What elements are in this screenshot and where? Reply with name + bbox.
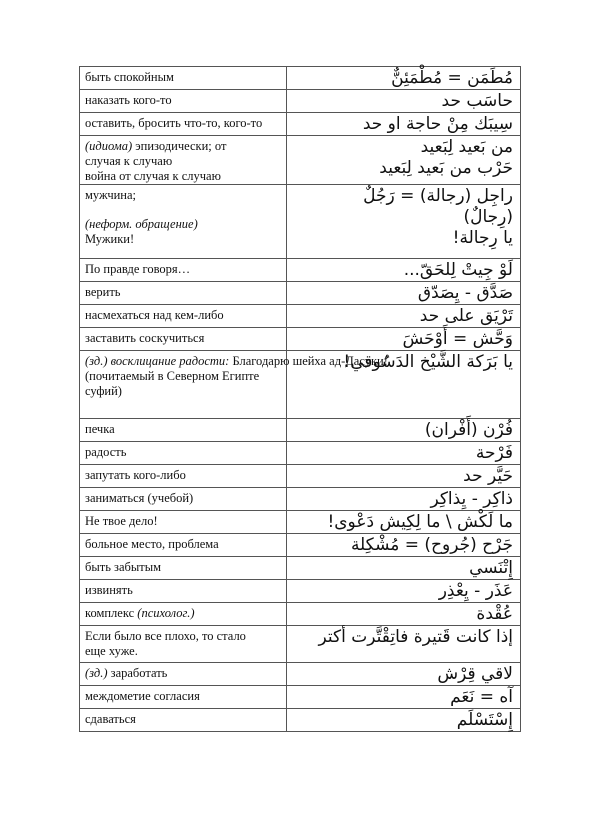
russian-note: (зд.) <box>85 666 108 680</box>
russian-cell <box>80 580 287 603</box>
arabic-text: وَحَّش = أَوْحَشَ <box>402 329 513 349</box>
russian-cell <box>80 305 287 328</box>
russian-text: междометие согласия <box>85 689 200 703</box>
arabic-cell <box>287 419 521 442</box>
russian-cell <box>80 488 287 511</box>
arabic-text: (رِجالٌ) <box>463 207 513 227</box>
arabic-cell <box>287 185 521 259</box>
arabic-text: يا رِجالة! <box>452 228 513 248</box>
arabic-text: لَوْ جِيتْ لِلحَقّ... <box>403 260 513 280</box>
russian-cell <box>80 259 287 282</box>
russian-text: оставить, бросить что-то, кого-то <box>85 116 263 130</box>
russian-text: быть спокойным <box>85 70 174 84</box>
russian-text: наказать кого-то <box>85 93 172 107</box>
vocabulary-table <box>79 66 521 732</box>
table-row <box>80 259 521 282</box>
table-row <box>80 419 521 442</box>
russian-text: случая к случаю <box>85 154 173 168</box>
arabic-cell <box>287 603 521 626</box>
russian-text: заработать <box>110 666 168 680</box>
arabic-text: إذا كانت قَتيرة فاتِقْتَّرت أكتر <box>318 627 513 647</box>
russian-cell <box>80 185 287 259</box>
arabic-text: تَرْيَق على حد <box>419 306 513 326</box>
russian-cell <box>80 626 287 663</box>
arabic-cell <box>287 663 521 686</box>
russian-cell <box>80 282 287 305</box>
table-row <box>80 626 521 663</box>
arabic-text: يا بَرَكة الشَّيْخ الدَسُوقي! <box>343 352 513 372</box>
russian-text: Мужики! <box>85 232 135 246</box>
arabic-text: سِيبَك مِنْ حاجة او حد <box>362 114 513 134</box>
russian-note: (идиома) <box>85 139 133 153</box>
russian-cell <box>80 465 287 488</box>
arabic-cell <box>287 113 521 136</box>
table-row <box>80 113 521 136</box>
arabic-text: إِتْنَسي <box>469 558 513 578</box>
table-row <box>80 686 521 709</box>
arabic-cell <box>287 67 521 90</box>
arabic-text: عَذَر - يِعْذِر <box>438 581 513 601</box>
russian-note: (психолог.) <box>137 606 195 620</box>
table-row <box>80 185 521 259</box>
russian-text: извинять <box>85 583 133 597</box>
table-row <box>80 282 521 305</box>
arabic-cell <box>287 534 521 557</box>
table-row <box>80 442 521 465</box>
table-row <box>80 305 521 328</box>
russian-cell <box>80 663 287 686</box>
russian-cell <box>80 67 287 90</box>
russian-text: печка <box>85 422 115 436</box>
russian-cell <box>80 557 287 580</box>
table-row <box>80 603 521 626</box>
russian-cell <box>80 442 287 465</box>
arabic-cell <box>287 709 521 732</box>
russian-note: (неформ. обращение) <box>85 217 198 231</box>
russian-cell <box>80 603 287 626</box>
table-row <box>80 67 521 90</box>
arabic-text: صَدَّق - يِصَدّق <box>417 283 513 303</box>
table-row <box>80 136 521 185</box>
arabic-text: فُرْن (أَفْران) <box>424 420 513 440</box>
arabic-cell <box>287 259 521 282</box>
table-row <box>80 580 521 603</box>
russian-note: (зд.) восклицание радости: <box>85 354 230 368</box>
table-row <box>80 465 521 488</box>
russian-text: Благодарю шейха ад-Дасуки! <box>232 354 388 368</box>
arabic-cell <box>287 90 521 113</box>
russian-text: заставить соскучиться <box>85 331 205 345</box>
russian-text: мужчина; <box>85 188 137 202</box>
russian-text: заниматься (учебой) <box>85 491 194 505</box>
arabic-cell <box>287 136 521 185</box>
arabic-cell <box>287 557 521 580</box>
table-row <box>80 557 521 580</box>
russian-cell <box>80 351 388 419</box>
arabic-text: مُطَمَن = مُطْمَئِنٌّ <box>391 68 513 88</box>
arabic-text: ما لَكْش \ ما لِكِيش دَعْوى! <box>327 512 513 532</box>
arabic-text: فَرْحة <box>475 443 513 463</box>
russian-text: суфий) <box>85 384 122 398</box>
table-row <box>80 534 521 557</box>
arabic-cell <box>287 305 521 328</box>
table-row <box>80 511 521 534</box>
arabic-cell <box>287 465 521 488</box>
russian-cell <box>80 136 287 185</box>
arabic-text: حاسَب حد <box>441 91 513 111</box>
russian-cell <box>80 686 287 709</box>
arabic-text: ذاكِر - يِذاكِر <box>430 489 513 509</box>
arabic-cell <box>287 580 521 603</box>
table-row <box>80 663 521 686</box>
table-row <box>80 351 521 419</box>
arabic-cell <box>287 511 521 534</box>
arabic-text: لاقي قِرْش <box>437 664 513 684</box>
arabic-cell <box>287 686 521 709</box>
russian-cell <box>80 419 287 442</box>
arabic-text: حَيَّر حد <box>463 466 513 486</box>
table-row <box>80 90 521 113</box>
arabic-cell <box>287 282 521 305</box>
russian-text: Если было все плохо, то стало <box>85 629 246 643</box>
russian-text: верить <box>85 285 121 299</box>
arabic-text: إِسْتَسْلَم <box>456 710 513 730</box>
arabic-text: آه = نَعَم <box>450 687 513 707</box>
russian-text: радость <box>85 445 127 459</box>
russian-text: насмехаться над кем-либо <box>85 308 224 322</box>
arabic-cell <box>287 488 521 511</box>
arabic-text: حَرْب من بَعيد لِبَعيد <box>379 158 513 178</box>
arabic-text: جَرْح (جُروح) = مُشْكِلة <box>350 535 513 555</box>
table-row <box>80 709 521 732</box>
russian-cell <box>80 534 287 557</box>
table-row <box>80 328 521 351</box>
russian-text: Не твое дело! <box>85 514 158 528</box>
arabic-cell <box>287 442 521 465</box>
russian-cell <box>80 328 287 351</box>
russian-text: комплекс <box>85 606 135 620</box>
russian-text: больное место, проблема <box>85 537 219 551</box>
russian-cell <box>80 113 287 136</box>
russian-cell <box>80 709 287 732</box>
arabic-text: من بَعيد لِبَعيد <box>420 137 513 157</box>
arabic-cell <box>287 328 521 351</box>
russian-text: По правде говоря… <box>85 262 191 276</box>
russian-text: война от случая к случаю <box>85 169 221 183</box>
russian-text: еще хуже. <box>85 644 138 658</box>
russian-cell <box>80 90 287 113</box>
russian-text: эпизодически; от <box>135 139 227 153</box>
russian-text: сдаваться <box>85 712 136 726</box>
vocabulary-table-body <box>80 67 521 732</box>
russian-cell <box>80 511 287 534</box>
russian-text: запутать кого-либо <box>85 468 186 482</box>
arabic-cell <box>287 626 521 663</box>
russian-text: быть забытым <box>85 560 162 574</box>
russian-text: (почитаемый в Северном Египте <box>85 369 260 383</box>
arabic-text: عُقْدة <box>476 604 513 624</box>
arabic-text: راجِل (رجالة) = رَجُلٌ <box>363 186 513 206</box>
table-row <box>80 488 521 511</box>
